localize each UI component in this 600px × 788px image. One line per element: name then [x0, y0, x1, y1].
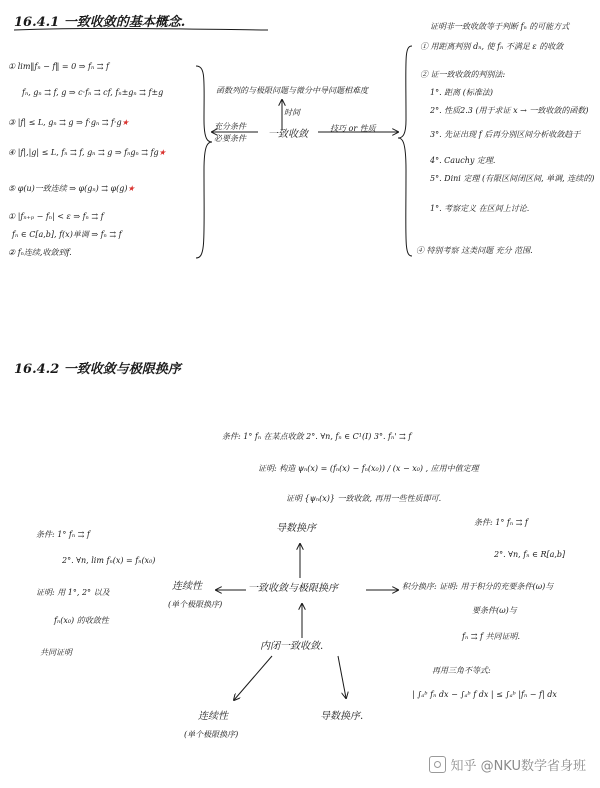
- continuity-note: (单个极限换序): [168, 600, 223, 609]
- right-brace: [398, 46, 412, 256]
- suff-label: 充分条件: [214, 122, 246, 131]
- right-item: ② 证一致收敛的判别法:: [420, 70, 506, 79]
- deriv-condition: 条件: 1° fₙ 在某点收敛 2°. ∀n, fₙ ∈ C¹(I) 3°. fₙ' ⇉ f: [222, 432, 412, 441]
- bottom-derivative-label: 导数换序.: [320, 711, 364, 722]
- condition-composition: ⑤ φ(u)一致连续 ⇒ φ(gₙ) ⇉ φ(g)★: [8, 184, 135, 193]
- right-item: 1°. 距离 (标准法): [430, 88, 493, 97]
- condition-linear: fₙ, gₙ ⇉ f, g ⇒ c·fₙ ⇉ cf, fₙ±gₙ ⇉ f±g: [22, 88, 164, 97]
- inner-uniform-label: 内闭一致收敛.: [260, 641, 324, 652]
- condition-product-both: ④ |f|,|g| ≤ L, fₙ ⇉ f, gₙ ⇉ g ⇒ fₙgₙ ⇉ fg★: [8, 148, 166, 157]
- right-line: | ∫ₐᵇ fₙ dx − ∫ₐᵇ f dx | ≤ ∫ₐᵇ |fₙ − f| dx: [412, 690, 557, 699]
- uniform-convergence-label: 一致收敛: [268, 129, 308, 140]
- arrow-inner-right: [338, 656, 346, 698]
- center-topic: 一致收敛与极限换序: [248, 583, 338, 594]
- star-icon: ★: [121, 118, 129, 127]
- right-line: fₙ ⇉ f 共同证明.: [462, 632, 521, 641]
- condition-limit-norm: ① lim‖fₙ − f‖ = 0 ⇒ fₙ ⇉ f: [8, 62, 109, 71]
- condition-continuous: ② fₙ连续,收敛到f.: [8, 248, 72, 257]
- arrow-inner-left: [234, 656, 272, 700]
- top-note: 函数列的与极限问题与微分中导问题相难度: [216, 86, 368, 95]
- right-item: 3°. 先证出现 f 后再分别区间分析收敛趋于: [430, 130, 581, 139]
- section1-title: 16.4.1 一致收敛的基本概念.: [14, 15, 186, 30]
- bottom-continuity-note: (单个极限换序): [184, 730, 239, 739]
- nec-label: 必要条件: [214, 134, 246, 143]
- right-line: 条件: 1° fₙ ⇉ f: [474, 518, 528, 527]
- right-item: ④ 特别考察 这类问题 充分 范围.: [416, 246, 533, 255]
- left-brace: [196, 66, 212, 258]
- right-line: 2°. ∀n, fₙ ∈ R[a,b]: [494, 550, 566, 559]
- right-item: 1°. 考察定义 在区间上讨论.: [430, 204, 530, 213]
- right-item: 5°. Dini 定理 (有限区间闭区间, 单调, 连续的): [430, 174, 595, 183]
- continuity-label: 连续性: [172, 581, 202, 592]
- deriv-proof: 证明: 构造 ψₙ(x) = (fₙ(x) − fₙ(x₀)) / (x − x₀) , 应用中值定理: [258, 464, 479, 473]
- title-underline: [14, 28, 268, 30]
- section2-title: 16.4.2 一致收敛与极限换序: [14, 362, 181, 377]
- right-title: 证明非一致收敛等于判断 fₙ 的可能方式: [430, 22, 570, 31]
- left-line: 证明: 用 1°, 2° 以及: [36, 588, 110, 597]
- right-line: 再用三角不等式:: [432, 666, 491, 675]
- right-item: ① 用距离判别 dₙ, 使 fₙ 不满足 ε 的收敛: [420, 42, 564, 51]
- right-item: 2°. 性质2.3 (用于求证 x → 一致收敛的函数): [430, 106, 589, 115]
- right-item: 4°. Cauchy 定理.: [430, 156, 496, 165]
- condition-cauchy: ① |fₙ₊ₚ − fₙ| < ε ⇒ fₙ ⇉ f: [8, 212, 104, 221]
- star-icon: ★: [127, 184, 135, 193]
- left-line: 2°. ∀n, lim fₙ(x) = fₙ(x₀): [62, 556, 156, 565]
- condition-product-bounded: ③ |f| ≤ L, gₙ ⇉ g ⇒ f·gₙ ⇉ f·g★: [8, 118, 129, 127]
- time-label: 时间: [284, 108, 300, 117]
- left-line: 条件: 1° fₙ ⇉ f: [36, 530, 90, 539]
- left-line: fₙ(x₀) 的收敛性: [54, 616, 109, 625]
- star-icon: ★: [158, 148, 166, 157]
- condition-monotone: fₙ ∈ C[a,b], f(x)单调 ⇒ fₙ ⇉ f: [12, 230, 122, 239]
- bottom-continuity-label: 连续性: [198, 711, 228, 722]
- watermark: 知乎 @NKU数学省身班: [429, 755, 586, 774]
- derivative-exchange-label: 导数换序: [276, 523, 316, 534]
- deriv-proof-2: 证明 {ψₙ(x)} 一致收敛, 再用一些性质即可.: [286, 494, 442, 503]
- zhihu-logo-icon: [429, 756, 446, 773]
- right-line: 要条件(ω)与: [472, 606, 517, 615]
- left-line: 共同证明: [40, 648, 72, 657]
- integral-exchange-label: 积分换序: 证明: 用于积分的充要条件(ω)与: [402, 582, 554, 591]
- method-label: 技巧 or 性质: [330, 124, 376, 133]
